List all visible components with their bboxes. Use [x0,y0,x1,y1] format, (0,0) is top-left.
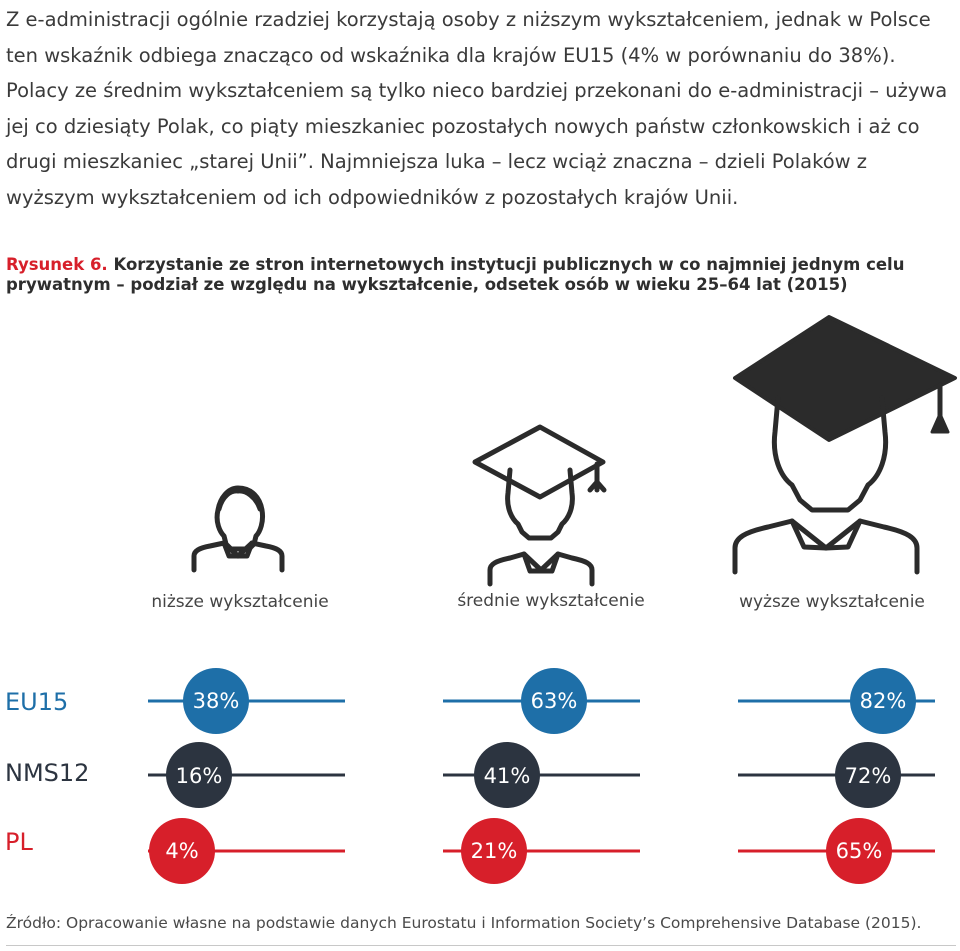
value-label: 41% [483,764,531,788]
person-icon [194,488,282,570]
value-label: 63% [530,689,578,713]
value-label: 38% [192,689,240,713]
column-label-secondary: średnie wykształcenie [457,591,645,611]
row-label-nms12: NMS12 [5,759,90,787]
figure-title: Korzystanie ze stron internetowych instytucji publicznych w co najmniej jednym celu prywatnym – podział ze względu na wykształcenie, odsetek osób w wieku 25–64 lat (2015) [6,255,905,294]
source-divider [6,945,956,946]
graduate-cap-person-icon [475,427,604,584]
row-eu15 [148,668,935,734]
value-label: 4% [165,839,199,863]
value-label: 16% [175,764,223,788]
intro-paragraph: Z e-administracji ogólnie rzadziej korzystają osoby z niższym wykształceniem, jednak w Polsce ten wskaźnik odbiega znacząco od wskaźnika dla krajów EU15 (4% w porównaniu do 38%). Polacy ze średnim wykształceniem są tylko nieco bardziej przekonani do e-administracji – używa jej co dziesiąty Polak, co piąty mieszkaniec pozostałych nowych państw członkowskich i aż co drugi mieszkaniec „starej Unii”. Najmniejsza luka – lecz wciąż znaczna – dzieli Polaków z wyższym wykształceniem od ich odpowiedników z pozostałych krajów Unii. [6,8,948,209]
large-graduate-cap-person-icon [735,317,955,572]
row-label-pl: PL [5,828,33,856]
row-nms12 [148,742,935,808]
source-note: Źródło: Opracowanie własne na podstawie danych Eurostatu i Information Society’s Comprehensive Database (2015). [6,914,922,932]
row-pl [148,818,935,884]
column-label-lower: niższe wykształcenie [151,592,329,612]
value-label: 82% [859,689,907,713]
column-label-higher: wyższe wykształcenie [739,592,925,612]
value-label: 21% [470,839,518,863]
figure-label: Rysunek 6. [6,255,108,274]
value-label: 65% [835,839,883,863]
row-label-eu15: EU15 [5,688,69,716]
value-label: 72% [844,764,892,788]
